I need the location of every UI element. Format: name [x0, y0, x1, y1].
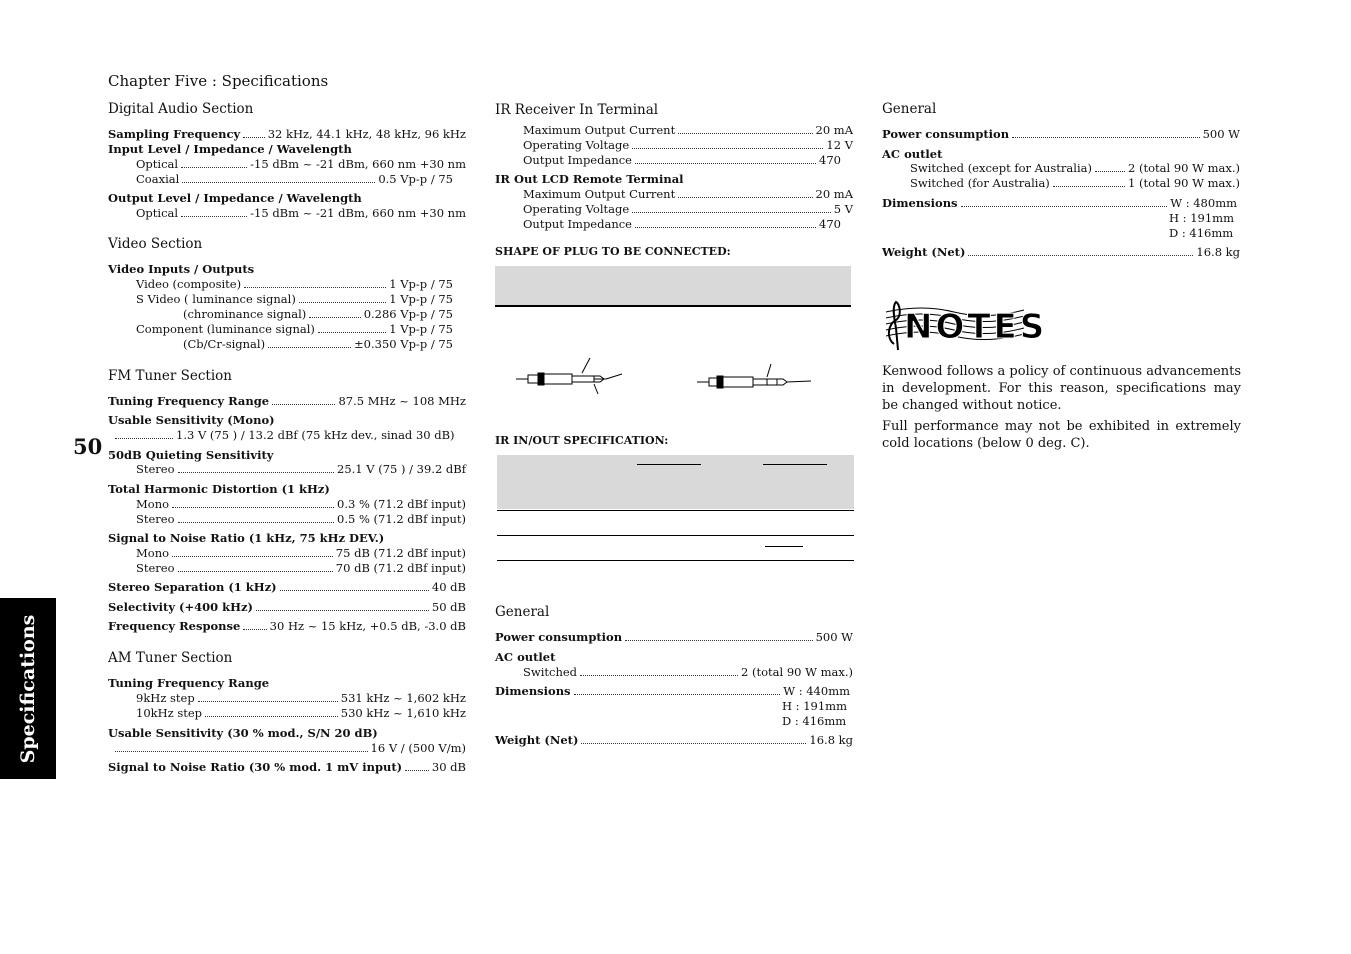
spec-label: Dimensions	[495, 684, 571, 698]
spec-row	[183, 307, 453, 322]
spec-label: Sampling Frequency	[108, 127, 241, 141]
spec-heading: Video Inputs / Outputs	[108, 262, 255, 276]
spec-value: W : 480mm	[1170, 196, 1237, 210]
spec-heading: AC outlet	[495, 650, 556, 664]
spec-heading: Usable Sensitivity (30 % mod., S/N 20 dB)	[108, 726, 378, 740]
spec-label: Signal to Noise Ratio (30 % mod. 1 mV input)	[108, 760, 403, 774]
dim-height: H : 191mm	[782, 699, 847, 713]
plug-heading: SHAPE OF PLUG TO BE CONNECTED:	[495, 245, 731, 258]
spec-value: 1 Vp-p / 75	[389, 277, 453, 291]
notes-logo	[882, 298, 1048, 354]
page-number: 50	[73, 434, 103, 459]
spec-value: 12 V	[826, 138, 853, 152]
fm-section-title: FM Tuner Section	[108, 368, 232, 384]
spec-row	[136, 546, 466, 561]
table-underline	[765, 546, 803, 547]
spec-row	[108, 394, 466, 409]
spec-label: Mono	[136, 546, 170, 560]
spec-label: Power consumption	[495, 630, 623, 644]
spec-label: Mono	[136, 497, 170, 511]
spec-row	[882, 127, 1240, 142]
spec-row	[910, 161, 1240, 176]
spec-value: 25.1 V (75 ) / 39.2 dBf	[337, 462, 466, 476]
spec-row	[495, 684, 850, 699]
spec-row	[108, 127, 466, 142]
spec-row	[136, 322, 453, 337]
side-tab-label: Specifications	[17, 614, 39, 763]
spec-row	[108, 760, 466, 775]
spec-label: Stereo Separation (1 kHz)	[108, 580, 277, 594]
spec-row	[882, 196, 1237, 211]
spec-value: 0.5 Vp-p / 75	[378, 172, 453, 186]
mono-plug-diagram	[514, 355, 626, 397]
spec-row	[136, 462, 466, 477]
spec-value: 50 dB	[431, 600, 466, 614]
table-rule	[497, 560, 854, 561]
spec-value: 1 Vp-p / 75	[389, 322, 453, 336]
spec-label: Operating Voltage	[523, 202, 630, 216]
spec-row	[183, 337, 453, 352]
spec-label: Stereo	[136, 462, 175, 476]
spec-row	[523, 138, 853, 153]
notes-paragraph: Kenwood follows a policy of continuous advancements in development. For this reason, specifications may be changed without notice.	[882, 364, 1241, 413]
spec-value: 20 mA	[815, 123, 853, 137]
spec-label: Tuning Frequency Range	[108, 394, 270, 408]
notes-paragraph: Full performance may not be exhibited in extremely cold locations (below 0 deg. C).	[882, 419, 1241, 451]
spec-row	[910, 176, 1240, 191]
spec-label: Stereo	[136, 561, 175, 575]
spec-row	[136, 561, 466, 576]
spec-heading: Output Level / Impedance / Wavelength	[108, 191, 362, 205]
table-underline	[763, 464, 827, 465]
spec-row	[523, 217, 841, 232]
spec-label: Switched	[523, 665, 578, 679]
spec-heading: Signal to Noise Ratio (1 kHz, 75 kHz DEV.)	[108, 531, 385, 545]
spec-heading: Total Harmonic Distortion (1 kHz)	[108, 482, 330, 496]
spec-value: 470	[819, 217, 841, 231]
dim-depth: D : 416mm	[1169, 226, 1234, 240]
side-tab	[0, 598, 56, 779]
spec-value: 16 V / (500 V/m)	[370, 741, 466, 755]
spec-row	[523, 123, 853, 138]
spec-row	[523, 202, 853, 217]
digital-section-title: Digital Audio Section	[108, 101, 254, 117]
spec-label: Coaxial	[136, 172, 180, 186]
spec-value: 500 W	[1202, 127, 1240, 141]
spec-label: Weight (Net)	[882, 245, 966, 259]
dim-height: H : 191mm	[1169, 211, 1234, 225]
spec-value: -15 dBm ~ -21 dBm, 660 nm +30 nm	[250, 157, 466, 171]
spec-row	[523, 187, 853, 202]
spec-value: 1 (total 90 W max.)	[1128, 176, 1240, 190]
spec-row	[523, 153, 841, 168]
spec-row	[495, 733, 853, 748]
spec-row	[108, 619, 466, 634]
spec-label: Frequency Response	[108, 619, 241, 633]
spec-value: 16.8 kg	[809, 733, 853, 747]
spec-value: 70 dB (71.2 dBf input)	[335, 561, 466, 575]
spec-label: Optical	[136, 157, 179, 171]
spec-label: Power consumption	[882, 127, 1010, 141]
spec-label: 10kHz step	[136, 706, 203, 720]
spec-value: 2 (total 90 W max.)	[741, 665, 853, 679]
spec-row	[882, 245, 1240, 260]
spec-value: 30 Hz ~ 15 kHz, +0.5 dB, -3.0 dB	[269, 619, 466, 633]
spec-value: 1.3 V (75 ) / 13.2 dBf (75 kHz dev., sinad 30 dB)	[176, 428, 455, 442]
spec-table-heading: IR IN/OUT SPECIFICATION:	[495, 434, 669, 447]
spec-value: 16.8 kg	[1196, 245, 1240, 259]
ir-receiver-title: IR Receiver In Terminal	[495, 102, 659, 118]
spec-heading: Tuning Frequency Range	[108, 676, 270, 690]
spec-label: Weight (Net)	[495, 733, 579, 747]
table-rule	[497, 510, 854, 511]
spec-row	[136, 497, 466, 512]
spec-heading: AC outlet	[882, 147, 943, 161]
spec-value: 75 dB (71.2 dBf input)	[335, 546, 466, 560]
spec-value: 500 W	[815, 630, 853, 644]
spec-value: 5 V	[833, 202, 853, 216]
spec-value: -15 dBm ~ -21 dBm, 660 nm +30 nm	[250, 206, 466, 220]
spec-row	[136, 691, 466, 706]
spec-heading: Usable Sensitivity (Mono)	[108, 413, 275, 427]
spec-label: Component (luminance signal)	[136, 322, 315, 336]
spec-row	[108, 580, 466, 595]
spec-row	[136, 277, 453, 292]
spec-row	[112, 428, 466, 443]
spec-label: 9kHz step	[136, 691, 195, 705]
spec-label: Switched (except for Australia)	[910, 161, 1092, 175]
spec-row	[108, 600, 466, 615]
spec-value: 0.5 % (71.2 dBf input)	[337, 512, 466, 526]
spec-label: Stereo	[136, 512, 175, 526]
spec-label: Output Impedance	[523, 217, 632, 231]
chapter-title: Chapter Five : Specifications	[108, 72, 329, 90]
spec-label: S Video ( luminance signal)	[136, 292, 296, 306]
spec-value: 87.5 MHz ~ 108 MHz	[338, 394, 466, 408]
spec-label: Dimensions	[882, 196, 958, 210]
spec-label: Optical	[136, 206, 179, 220]
spec-value: 0.286 Vp-p / 75	[363, 307, 453, 321]
general-mid-title: General	[495, 604, 550, 620]
spec-heading: 50dB Quieting Sensitivity	[108, 448, 274, 462]
spec-row	[136, 512, 466, 527]
spec-row	[495, 630, 853, 645]
spec-row	[136, 706, 466, 721]
spec-value: 30 dB	[431, 760, 466, 774]
spec-row	[112, 741, 466, 756]
spec-heading: Input Level / Impedance / Wavelength	[108, 142, 352, 156]
am-section-title: AM Tuner Section	[108, 650, 233, 666]
spec-value: 530 kHz ~ 1,610 kHz	[340, 706, 466, 720]
notes-logo-text: NOTES	[904, 307, 1048, 347]
spec-label: Maximum Output Current	[523, 187, 676, 201]
spec-value: ±0.350 Vp-p / 75	[354, 337, 453, 351]
spec-value: 32 kHz, 44.1 kHz, 48 kHz, 96 kHz	[267, 127, 466, 141]
table-rule	[497, 535, 854, 536]
spec-value: 40 dB	[431, 580, 466, 594]
spec-value: 470	[819, 153, 841, 167]
spec-label: Operating Voltage	[523, 138, 630, 152]
dim-depth: D : 416mm	[782, 714, 847, 728]
plug-header-bar	[495, 266, 851, 305]
spec-row	[523, 665, 853, 680]
spec-row	[136, 157, 466, 172]
spec-row	[136, 172, 453, 187]
spec-label: Output Impedance	[523, 153, 632, 167]
spec-label: (chrominance signal)	[183, 307, 307, 321]
spec-label: Switched (for Australia)	[910, 176, 1050, 190]
table-underline	[637, 464, 701, 465]
stereo-plug-diagram	[695, 360, 815, 394]
spec-label: Video (composite)	[136, 277, 242, 291]
spec-value: 2 (total 90 W max.)	[1128, 161, 1240, 175]
spec-value: 531 kHz ~ 1,602 kHz	[340, 691, 466, 705]
general-right-title: General	[882, 101, 937, 117]
spec-label: (Cb/Cr-signal)	[183, 337, 266, 351]
spec-row	[136, 292, 453, 307]
spec-value: 20 mA	[815, 187, 853, 201]
plug-header-rule	[495, 305, 851, 307]
video-section-title: Video Section	[108, 236, 203, 252]
spec-value: 0.3 % (71.2 dBf input)	[337, 497, 466, 511]
spec-heading: IR Out LCD Remote Terminal	[495, 172, 684, 186]
spec-label: Maximum Output Current	[523, 123, 676, 137]
spec-row	[136, 206, 466, 221]
spec-label: Selectivity (+400 kHz)	[108, 600, 253, 614]
spec-value: 1 Vp-p / 75	[389, 292, 453, 306]
spec-value: W : 440mm	[783, 684, 850, 698]
